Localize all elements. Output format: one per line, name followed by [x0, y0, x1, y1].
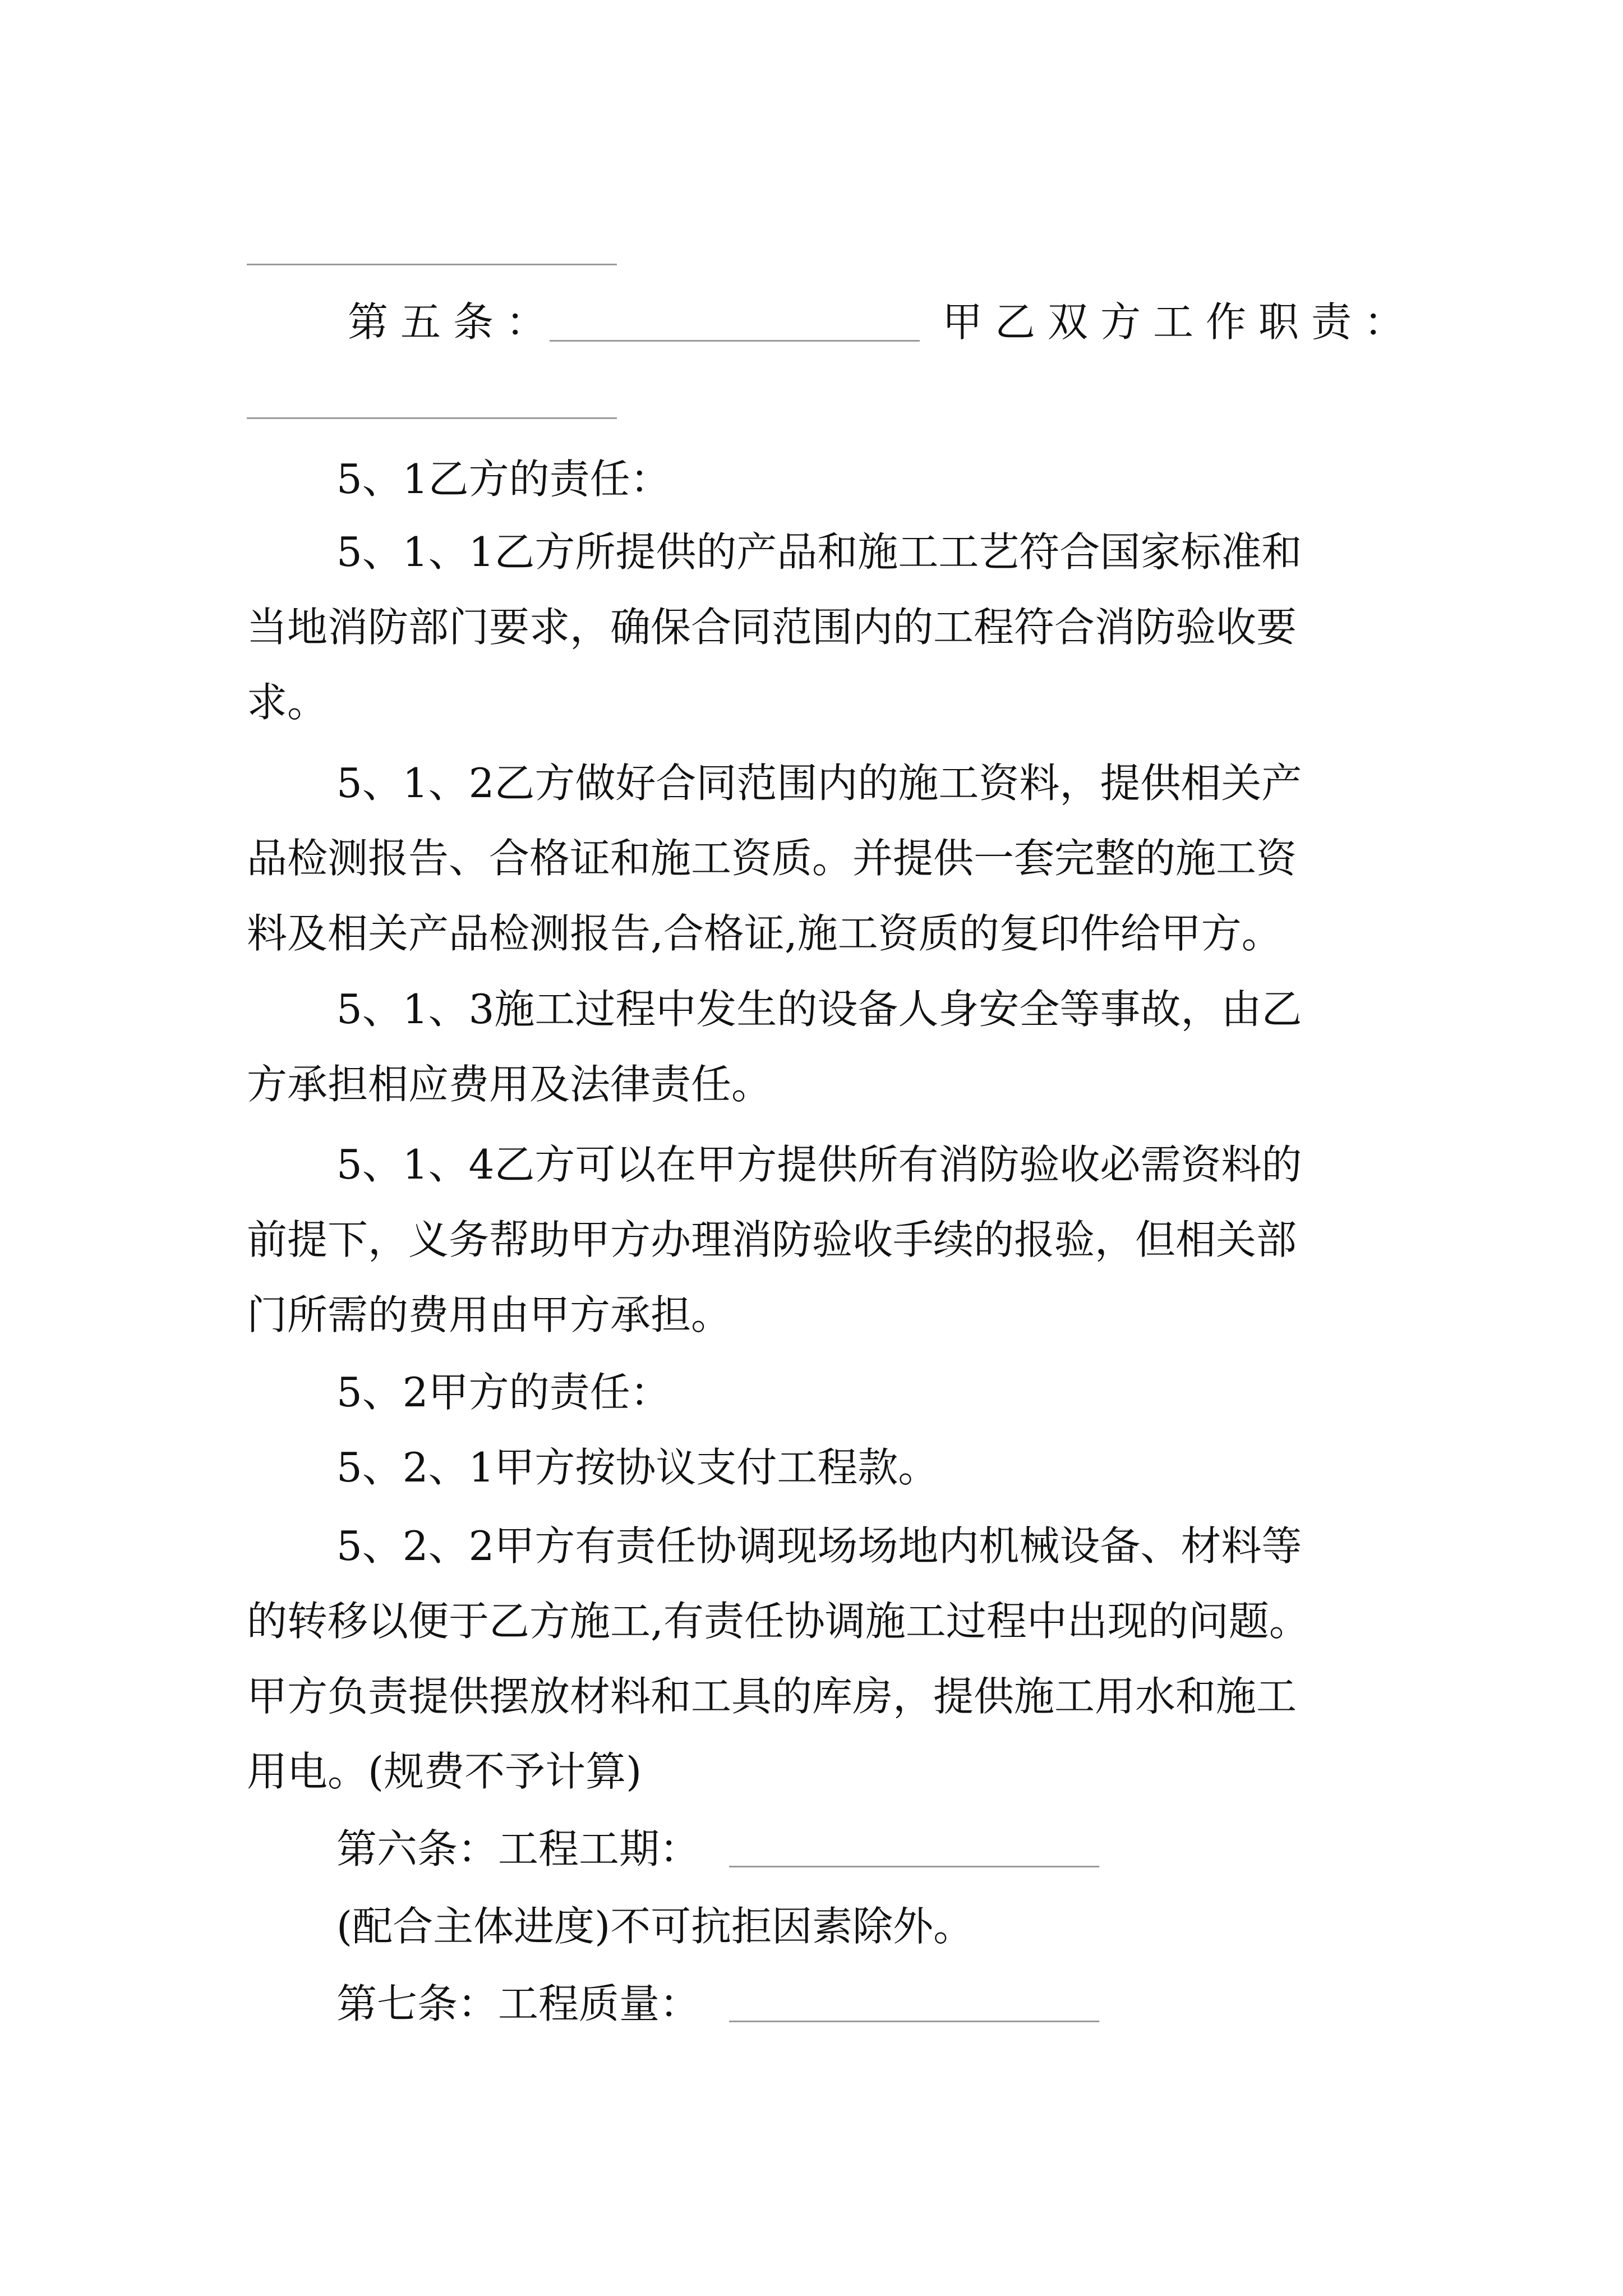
article5-title-blank	[550, 340, 920, 342]
section-5-2-2-line-2: 的转移以便于乙方施工,有责任协调施工过程中出现的问题。	[247, 1598, 1310, 1645]
article5-second-blank	[247, 417, 617, 419]
section-5-1-heading: 5、1乙方的责任：	[336, 455, 671, 503]
section-5-1-1-line-3: 求。	[247, 679, 328, 726]
section-5-2-heading: 5、2甲方的责任：	[336, 1369, 671, 1416]
article7-blank	[729, 2021, 1099, 2022]
article5-title-suffix: 甲乙双方工作职责：	[942, 298, 1417, 346]
section-5-2-2-line-3: 甲方负责提供摆放材料和工具的库房，提供施工用水和施工	[247, 1673, 1297, 1720]
section-5-1-1-line-2: 当地消防部门要求，确保合同范围内的工程符合消防验收要	[247, 604, 1297, 651]
section-5-1-3-line-1: 5、1、3施工过程中发生的设备人身安全等事故，由乙	[336, 986, 1302, 1033]
section-5-1-2-line-2: 品检测报告、合格证和施工资质。并提供一套完整的施工资	[247, 835, 1297, 882]
section-5-1-2-line-1: 5、1、2乙方做好合同范围内的施工资料，提供相关产	[336, 760, 1302, 807]
section-5-2-1-line-1: 5、2、1甲方按协议支付工程款。	[336, 1444, 939, 1491]
section-5-1-1-line-1: 5、1、1乙方所提供的产品和施工工艺符合国家标准和	[336, 528, 1302, 576]
blank-line-top	[247, 264, 617, 265]
article7-label: 第七条：工程质量：	[336, 1980, 700, 2027]
section-5-2-2-line-1: 5、2、2甲方有责任协调现场场地内机械设备、材料等	[336, 1522, 1302, 1570]
section-5-1-4-line-3: 门所需的费用由甲方承担。	[247, 1291, 732, 1338]
article5-title-prefix: 第五条：	[348, 298, 559, 346]
article6-blank	[729, 1866, 1099, 1867]
section-5-2-2-line-4: 用电。(规费不予计算)	[247, 1748, 642, 1795]
article6-label: 第六条：工程工期：	[336, 1825, 700, 1872]
article6-note: (配合主体进度)不可抗拒因素除外。	[336, 1903, 974, 1950]
section-5-1-4-line-1: 5、1、4乙方可以在甲方提供所有消防验收必需资料的	[336, 1141, 1302, 1188]
section-5-1-3-line-2: 方承担相应费用及法律责任。	[247, 1061, 772, 1108]
section-5-1-4-line-2: 前提下，义务帮助甲方办理消防验收手续的报验，但相关部	[247, 1216, 1297, 1263]
section-5-1-2-line-3: 料及相关产品检测报告,合格证,施工资质的复印件给甲方。	[247, 910, 1282, 957]
